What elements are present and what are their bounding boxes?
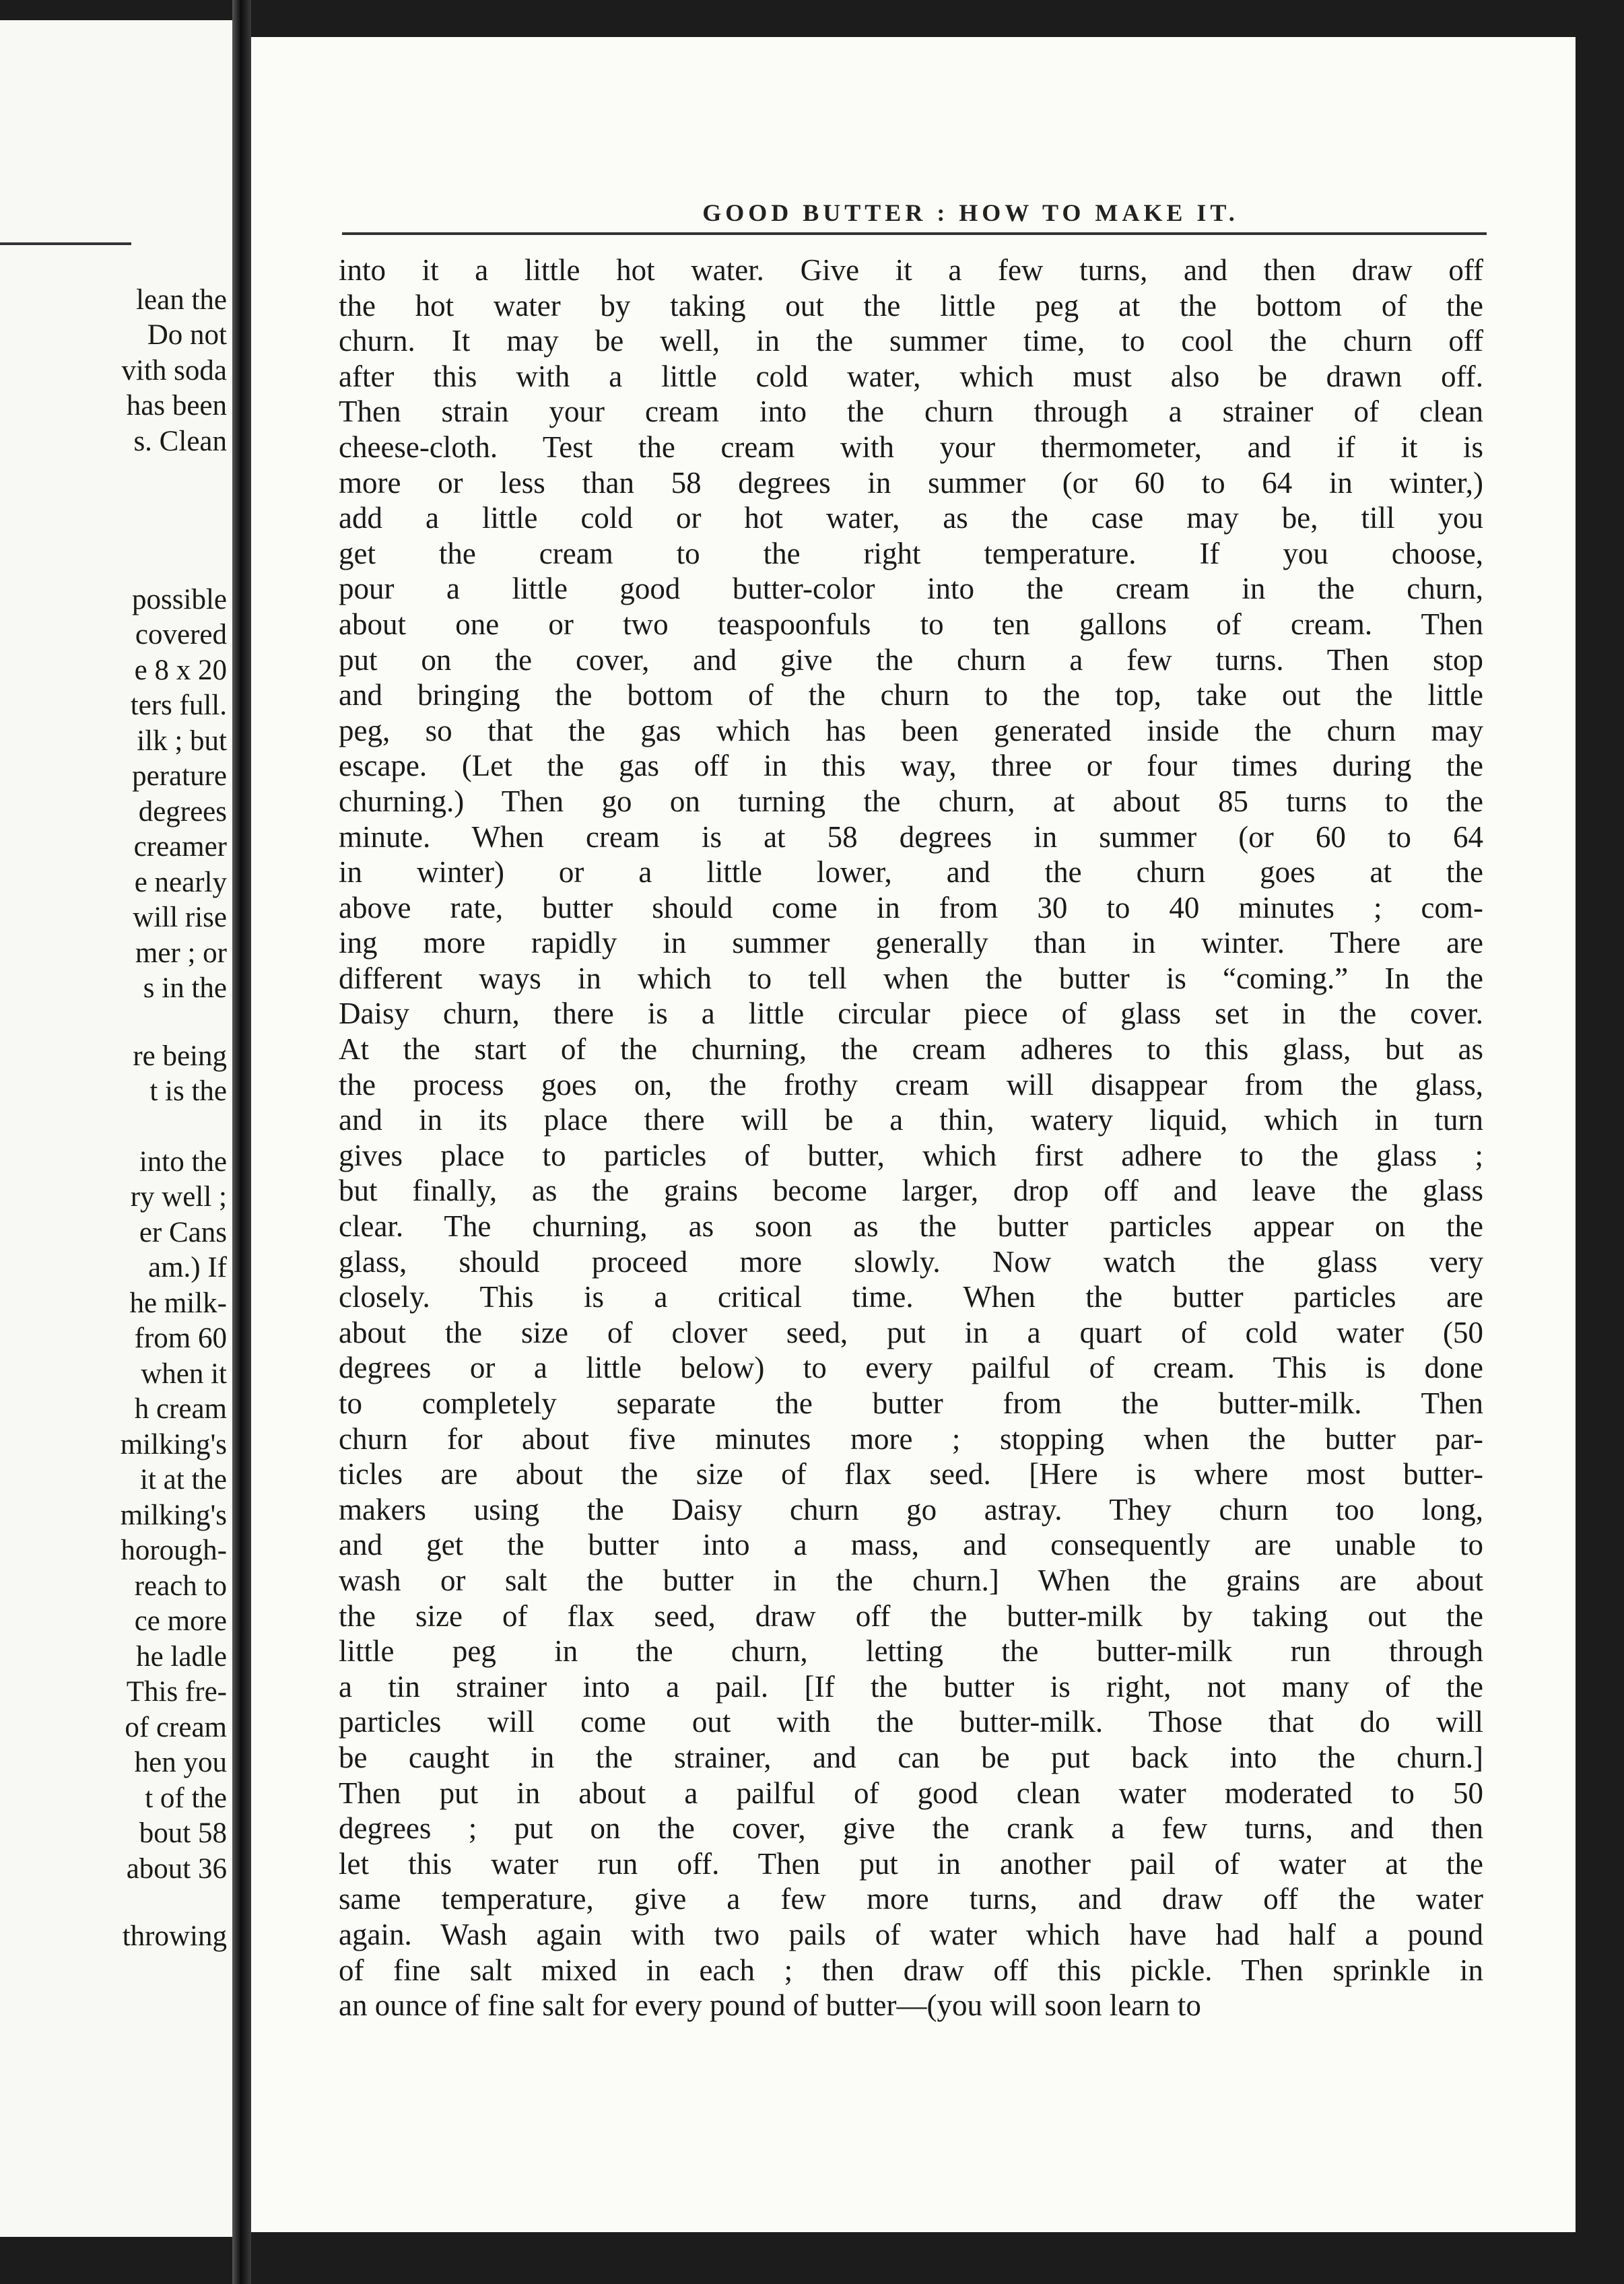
left-facing-page [0, 20, 232, 2237]
left-page-line: from 60 [134, 1322, 227, 1354]
left-page-line: vith soda [121, 355, 227, 387]
left-page-line: perature [132, 760, 227, 792]
left-page-line: milking's [120, 1500, 227, 1531]
left-page-line: of cream [125, 1712, 227, 1743]
body-line: particles will come out with the butter-milk. Those that do will [339, 1705, 1483, 1739]
left-page-line: bout 58 [139, 1817, 227, 1849]
left-page-line: This fre- [126, 1676, 227, 1708]
body-line: ticles are about the size of flax seed. [Here is where most butter- [339, 1457, 1483, 1491]
left-page-line: covered [135, 619, 227, 650]
body-line: put on the cover, and give the churn a few turns. Then stop [339, 642, 1483, 677]
left-page-line: horough- [121, 1535, 227, 1566]
body-line: degrees ; put on the cover, give the crank a few turns, and then [339, 1811, 1483, 1846]
left-page-line: about 36 [126, 1853, 227, 1885]
body-line: about one or two teaspoonfuls to ten gallons of cream. Then [339, 607, 1483, 641]
body-line: Then strain your cream into the churn through a strainer of clean [339, 395, 1483, 429]
body-line: churning.) Then go on turning the churn, at about 85 turns to the [339, 784, 1483, 818]
body-line: into it a little hot water. Give it a few turns, and then draw off [339, 253, 1483, 287]
left-page-line: throwing [122, 1920, 227, 1952]
body-line: makers using the Daisy churn go astray. They churn too long, [339, 1492, 1483, 1526]
left-page-line: hen you [134, 1747, 227, 1778]
left-page-line: will rise [133, 902, 227, 933]
left-page-line: t is the [149, 1075, 227, 1107]
body-line: same temperature, give a few more turns, and draw off the water [339, 1882, 1483, 1916]
body-line: pour a little good butter-color into the cream in the churn, [339, 572, 1483, 606]
body-line: escape. (Let the gas off in this way, three or four times during the [339, 749, 1483, 783]
left-page-line: he milk- [129, 1287, 227, 1319]
body-line: the hot water by taking out the little peg at the bottom of the [339, 288, 1483, 323]
body-line: wash or salt the butter in the churn.] When the grains are about [339, 1563, 1483, 1597]
body-line: and bringing the bottom of the churn to the top, take out the little [339, 678, 1483, 712]
body-line: churn. It may be well, in the summer time, to cool the churn off [339, 324, 1483, 358]
body-line: ing more rapidly in summer generally than in winter. There are [339, 926, 1483, 960]
left-page-line: re being [133, 1040, 227, 1072]
body-line: above rate, butter should come in from 30 to 40 minutes ; com- [339, 890, 1483, 925]
body-line: different ways in which to tell when the butter is “coming.” In the [339, 961, 1483, 995]
left-page-line: when it [141, 1358, 227, 1390]
left-page-line: t of the [145, 1782, 227, 1814]
body-line: closely. This is a critical time. When the butter particles are [339, 1280, 1483, 1314]
left-page-line: lean the [136, 284, 227, 316]
left-page-line: into the [139, 1146, 227, 1178]
body-line: of fine salt mixed in each ; then draw off this pickle. Then sprinkle in [339, 1953, 1483, 1987]
page-body-text [339, 253, 1483, 2023]
body-line: minute. When cream is at 58 degrees in summer (or 60 to 64 [339, 819, 1483, 854]
body-line: an ounce of fine salt for every pound of butter—(you will soon learn to [339, 1988, 1201, 2023]
running-head-rule [342, 232, 1487, 235]
body-line: little peg in the churn, letting the butter-milk run through [339, 1634, 1483, 1669]
left-page-line: e 8 x 20 [134, 654, 227, 686]
body-line: the process goes on, the frothy cream will disappear from the glass, [339, 1067, 1483, 1102]
body-line: be caught in the strainer, and can be put back into the churn.] [339, 1740, 1483, 1774]
body-line: add a little cold or hot water, as the case may be, till you [339, 501, 1483, 535]
body-line: the size of flax seed, draw off the butter-milk by taking out the [339, 1599, 1483, 1633]
left-page-line: mer ; or [135, 937, 227, 969]
body-line: more or less than 58 degrees in summer (or 60 to 64 in winter,) [339, 465, 1483, 500]
left-page-line: s in the [143, 972, 227, 1004]
left-page-line: has been [126, 390, 227, 422]
left-page-line: it at the [140, 1464, 227, 1496]
right-page [251, 37, 1576, 2232]
body-line: to completely separate the butter from the butter-milk. Then [339, 1386, 1483, 1420]
body-line: Then put in about a pailful of good clean water moderated to 50 [339, 1776, 1483, 1810]
body-line: let this water run off. Then put in another pail of water at the [339, 1846, 1483, 1881]
body-line: clear. The churning, as soon as the butter particles appear on the [339, 1209, 1483, 1244]
body-line: At the start of the churning, the cream adheres to this glass, but as [339, 1032, 1483, 1067]
left-page-line: ilk ; but [137, 725, 227, 757]
body-line: about the size of clover seed, put in a quart of cold water (50 [339, 1315, 1483, 1349]
body-line: glass, should proceed more slowly. Now watch the glass very [339, 1244, 1483, 1279]
body-line: gives place to particles of butter, which first adhere to the glass ; [339, 1138, 1483, 1172]
left-page-line: s. Clean [133, 426, 227, 457]
left-page-line: reach to [134, 1570, 227, 1602]
left-page-line: ce more [134, 1605, 227, 1637]
body-line: Daisy churn, there is a little circular piece of glass set in the cover. [339, 997, 1483, 1031]
body-line: peg, so that the gas which has been generated inside the churn may [339, 713, 1483, 747]
left-page-line: h cream [134, 1393, 227, 1425]
left-page-line: ry well ; [130, 1181, 227, 1213]
left-page-line: degrees [138, 796, 227, 828]
book-gutter [232, 0, 251, 2284]
left-page-rule [0, 242, 131, 245]
body-line: after this with a little cold water, which must also be drawn off. [339, 359, 1483, 393]
body-line: cheese-cloth. Test the cream with your thermometer, and if it is [339, 430, 1483, 464]
body-line: but finally, as the grains become larger, drop off and leave the glass [339, 1174, 1483, 1208]
body-line: get the cream to the right temperature. If you choose, [339, 536, 1483, 570]
left-page-line: he ladle [136, 1641, 227, 1673]
left-page-line: creamer [133, 831, 227, 863]
body-line: again. Wash again with two pails of water which have had half a pound [339, 1917, 1483, 1951]
left-page-line: e nearly [134, 867, 227, 898]
left-page-line: ters full. [130, 690, 227, 721]
body-line: a tin strainer into a pail. [If the butter is right, not many of the [339, 1669, 1483, 1704]
body-line: in winter) or a little lower, and the churn goes at the [339, 855, 1483, 889]
body-line: degrees or a little below) to every pailful of cream. This is done [339, 1351, 1483, 1385]
left-page-line: am.) If [148, 1252, 227, 1283]
running-head: GOOD BUTTER : HOW TO MAKE IT. [702, 199, 1239, 226]
body-line: churn for about five minutes more ; stopping when the butter par- [339, 1421, 1483, 1456]
left-page-line: Do not [147, 319, 227, 351]
left-page-line: er Cans [139, 1217, 227, 1248]
left-page-line: milking's [120, 1429, 227, 1460]
left-page-line: possible [132, 584, 227, 615]
body-line: and in its place there will be a thin, watery liquid, which in turn [339, 1103, 1483, 1137]
body-line: and get the butter into a mass, and consequently are unable to [339, 1528, 1483, 1562]
